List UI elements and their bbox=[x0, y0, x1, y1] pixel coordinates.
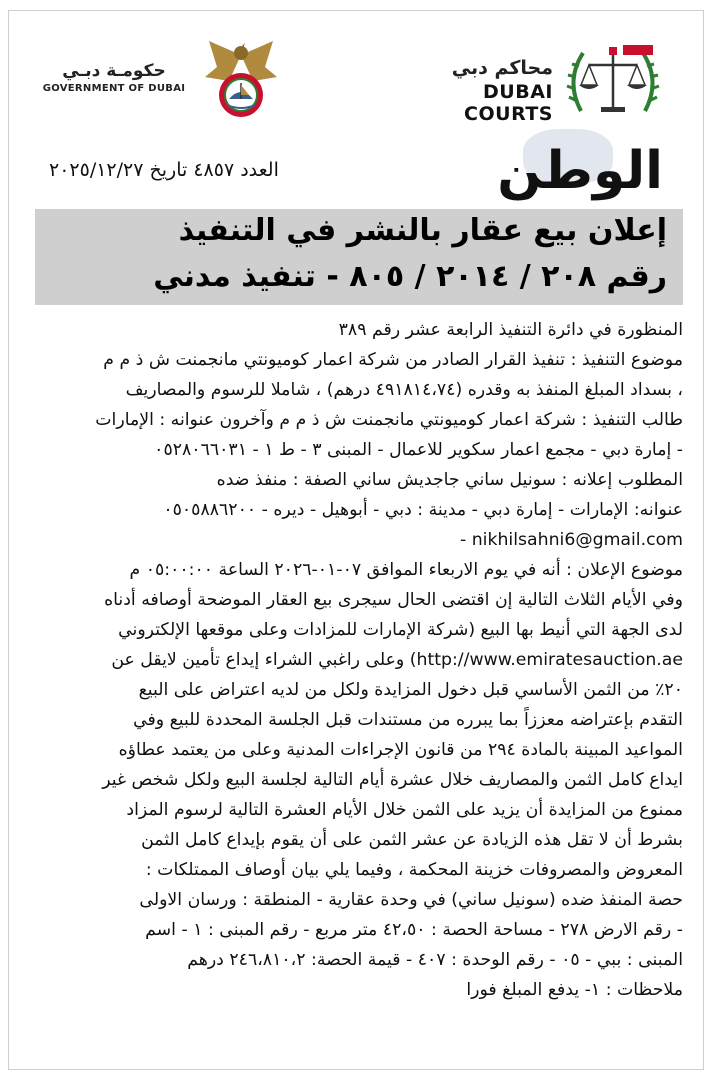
body-line: التقدم بإعتراضه معززاً بما يبرره من مستندات قبل الجلسة المحددة للبيع وفي bbox=[133, 710, 683, 730]
government-english: GOVERNMENT OF DUBAI bbox=[42, 83, 186, 94]
body-line: ٢٠٪ من الثمن الأساسي قبل دخول المزايدة ولكل من لديه اعتراض على البيع bbox=[138, 680, 683, 700]
body-line: - رقم الارض ٢٧٨ - مساحة الحصة : ٤٢،٥٠ متر مربع - رقم المبنى : ١ - اسم bbox=[145, 920, 683, 940]
notice-body bbox=[37, 315, 683, 1005]
scales-of-justice-icon bbox=[563, 41, 663, 121]
body-line: وفي الأيام الثلاث التالية إن اقتضى الحال سيجرى بيع العقار الموضحة أوصافه أدناه bbox=[104, 590, 683, 610]
body-line: ايداع كامل الثمن والمصاريف خلال عشرة أيام التالية لجلسة البيع ولكل شخص غير bbox=[102, 770, 683, 790]
body-line-email: nikhilsahni6@gmail.com - bbox=[459, 530, 683, 550]
case-number-title: رقم ٢٠٨ / ٢٠١٤ / ٨٠٥ - تنفيذ مدني bbox=[153, 259, 667, 294]
dubai-courts-logo bbox=[403, 41, 663, 125]
body-line: موضوع الإعلان : أنه في يوم الاربعاء الموافق ٠٧-٠١-٢٠٢٦ الساعة ٠٥:٠٠:٠٠ م bbox=[129, 560, 683, 580]
notice-title: إعلان بيع عقار بالنشر في التنفيذ bbox=[178, 213, 667, 248]
dubai-courts-arabic: محاكم دبي bbox=[451, 57, 553, 79]
body-line: المطلوب إعلانه : سونيل ساني جاجديش ساني الصفة : منفذ ضده bbox=[216, 470, 683, 490]
body-line: بشرط أن لا تقل هذه الزيادة عن عشر الثمن على أن يقوم بإيداع كامل الثمن bbox=[141, 830, 683, 850]
body-line: المنظورة في دائرة التنفيذ الرابعة عشر رقم ٣٨٩ bbox=[338, 320, 683, 340]
body-line: حصة المنفذ ضده (سونيل ساني) في وحدة عقارية - المنطقة : ورسان الاولى bbox=[139, 890, 683, 910]
body-line: المبنى : ببي - ٠٥ - رقم الوحدة : ٤٠٧ - قيمة الحصة: ٢٤٦،٨١٠،٢ درهم bbox=[187, 950, 683, 970]
title-band bbox=[35, 209, 683, 305]
government-arabic: حكومـة دبـي bbox=[62, 61, 166, 81]
body-line: ، بسداد المبلغ المنفذ به وقدره (٤٩١٨١٤،٧٤ درهم) ، شاملا للرسوم والمصاريف bbox=[125, 380, 683, 400]
body-line: http://www.emiratesauction.ae) وعلى راغبي الشراء إيداع تأمين لايقل عن bbox=[111, 650, 683, 670]
body-line: - إمارة دبي - مجمع اعمار سكوير للاعمال - المبنى ٣ - ط ١ - ٠٥٢٨٠٦٦٠٣١ bbox=[154, 440, 683, 460]
dubai-courts-english: DUBAI COURTS bbox=[464, 81, 553, 125]
body-line: المعروض والمصروفات خزينة المحكمة ، وفيما يلي بيان أوصاف الممتلكات : bbox=[145, 860, 683, 880]
dubai-courts-text bbox=[403, 57, 553, 125]
falcon-emblem-icon bbox=[199, 37, 283, 125]
body-line: طالب التنفيذ : شركة اعمار كوميونتي مانجمنت ش ذ م م وآخرون عنوانه : الإمارات bbox=[95, 410, 683, 430]
body-line: ممنوع من المزايدة أن يزيد على الثمن خلال الأيام العشرة التالية لرسوم المزاد bbox=[126, 800, 683, 820]
newspaper-masthead: الوطن bbox=[497, 141, 663, 201]
body-line: عنوانه: الإمارات - إمارة دبي - مدينة : دبي - أبوهيل - ديره - ٠٥٠٥٨٨٦٢٠٠ bbox=[163, 500, 683, 520]
body-line: المواعيد المبينة بالمادة ٢٩٤ من قانون الإجراءات المدنية وعلى من يعتمد عطاؤه bbox=[118, 740, 683, 760]
government-text bbox=[39, 61, 189, 94]
body-line: لدى الجهة التي أنيط بها البيع (شركة الإمارات للمزادات وعلى موقعها الإلكتروني bbox=[118, 620, 683, 640]
issue-number-date: العدد ٤٨٥٧ تاريخ ٢٠٢٥/١٢/٢٧ bbox=[49, 159, 279, 181]
government-of-dubai-logo bbox=[39, 37, 299, 127]
body-line: موضوع التنفيذ : تنفيذ القرار الصادر من شركة اعمار كوميونتي مانجمنت ش ذ م م bbox=[103, 350, 683, 370]
advertisement-frame bbox=[8, 10, 704, 1070]
body-line: ملاحظات : ١- يدفع المبلغ فورا bbox=[466, 980, 683, 1000]
